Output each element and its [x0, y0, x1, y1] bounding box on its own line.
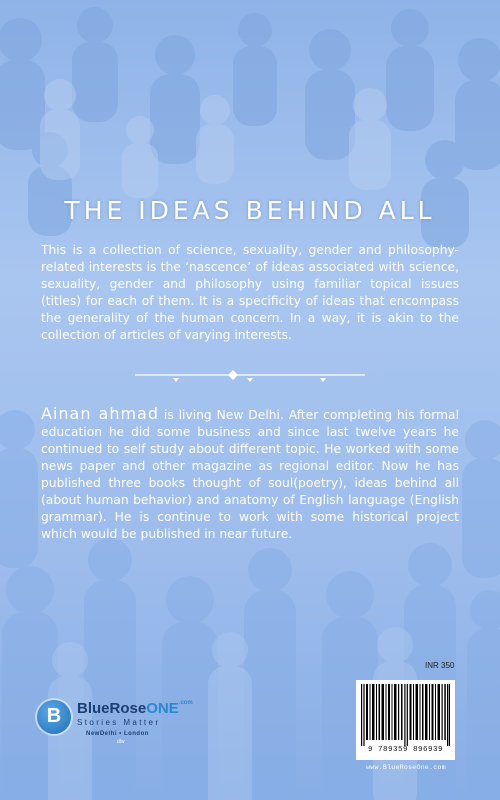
isbn-number: 9 789359 896939: [367, 746, 443, 754]
author-bio-text: is living New Delhi. After completing his formal education he did some business and since last twelve years he continued to self study about different topic. He worked with some news paper and other magazine as regional editor. Now he has published three books thought of soul(poetry), ideas behind all (about human behavior) and anatomy of English language (English grammar). He is continue to work with some historical project which would be published in near future.: [41, 408, 459, 541]
author-name: Ainan ahmad: [41, 404, 160, 423]
book-synopsis: This is a collection of science, sexuality, gender and philosophy-related interests is the ‘nascence’ of ideas associated with science, sexuality, gender and philosophy using familiar topical issues (titles) for each of them. It is a specificity of ideas that encompass the generality of the human concern. In a way, it is akin to the collection of articles of varying interests.: [41, 243, 459, 342]
barcode-icon: [361, 684, 450, 746]
brand-accent: ONE: [146, 700, 179, 717]
book-title: THE IDEAS BEHIND ALL: [64, 196, 436, 225]
publisher-tagline: Stories Matter: [77, 718, 161, 727]
brand-main: BlueRose: [77, 700, 147, 717]
publisher-cities: NewDelhi • London: [86, 731, 149, 737]
brand-suffix: .com: [178, 700, 193, 706]
author-biography: [41, 405, 459, 543]
publisher-logo-icon: B: [37, 700, 71, 734]
publisher-brand: [77, 700, 193, 717]
ornamental-divider: [135, 369, 365, 385]
barcode-panel: [356, 680, 455, 760]
publisher-website: www.BlueRoseOne.com: [366, 764, 446, 771]
price-label: INR 350: [425, 661, 455, 670]
publisher-cities-sub: dlw: [117, 739, 125, 745]
